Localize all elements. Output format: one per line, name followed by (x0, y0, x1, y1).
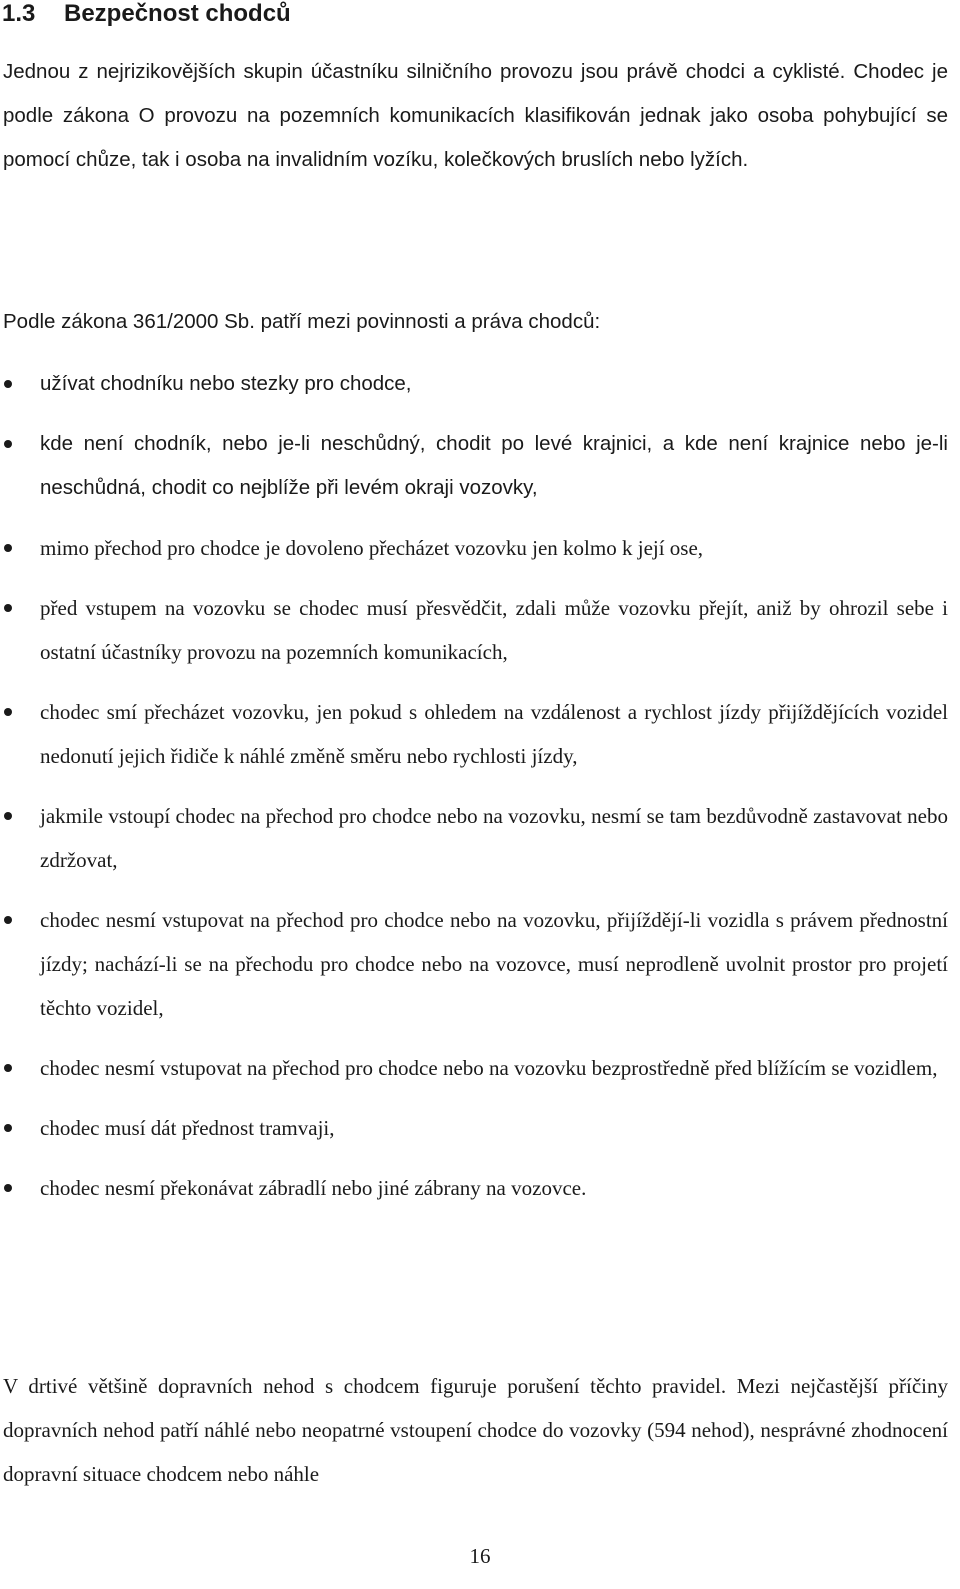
list-item (0, 1106, 948, 1150)
bullet-icon (4, 544, 12, 552)
list-item-text: před vstupem na vozovku se chodec musí přesvědčit, zdali může vozovku přejít, aniž by ohrozil sebe i ostatní účastníky provozu na pozemních komunikacích, (40, 596, 948, 664)
closing-paragraph: V drtivé většině dopravních nehod s chodcem figuruje porušení těchto pravidel. Mezi nejčastější příčiny dopravních nehod patří náhlé nebo neopatrné vstoupení chodce do vozovky (594 nehod), nesprávné zhodnocení dopravní situace chodcem nebo náhle (3, 1374, 948, 1486)
list-item (0, 690, 948, 778)
list-item-text: mimo přechod pro chodce je dovoleno přecházet vozovku jen kolmo k její ose, (40, 536, 704, 560)
bullet-icon (4, 916, 12, 924)
list-item-text: chodec nesmí překonávat zábradlí nebo jiné zábrany na vozovce. (40, 1176, 587, 1200)
bullet-icon (4, 604, 12, 612)
bullet-icon (4, 1124, 12, 1132)
list-item (0, 1166, 948, 1210)
list-item (0, 898, 948, 1030)
list-item-text: chodec nesmí vstupovat na přechod pro chodce nebo na vozovku bezprostředně před blížícím se vozidlem, (40, 1056, 938, 1080)
bullet-icon (4, 708, 12, 716)
page-number: 16 (469, 1544, 491, 1568)
list-item-text: kde není chodník, nebo je-li neschůdný, chodit po levé krajnici, a kde není krajnice nebo je-li neschůdná, chodit co nejblíže při levém okraji vozovky, (40, 432, 948, 499)
bullet-icon (4, 1184, 12, 1192)
list-item (0, 794, 948, 882)
bullet-icon (4, 380, 12, 388)
list-item (0, 362, 948, 406)
bullet-icon (4, 440, 12, 448)
duties-list (0, 362, 948, 1226)
bullet-icon (4, 812, 12, 820)
section-number: 1.3 (2, 0, 36, 27)
intro-paragraph: Jednou z nejrizikovějších skupin účastníku silničního provozu jsou právě chodci a cyklisté. Chodec je podle zákona O provozu na pozemních komunikacích klasifikován jednak jako osoba pohybující se pomocí chůze, tak i osoba na invalidním vozíku, kolečkových bruslích nebo lyžích. (3, 60, 948, 171)
section-title: Bezpečnost chodců (64, 0, 291, 27)
list-item (0, 1046, 948, 1090)
law-intro-paragraph: Podle zákona 361/2000 Sb. patří mezi povinnosti a práva chodců: (3, 310, 601, 333)
bullet-icon (4, 1064, 12, 1072)
list-item (0, 586, 948, 674)
list-item-text: chodec smí přecházet vozovku, jen pokud s ohledem na vzdálenost a rychlost jízdy přijíždějících vozidel nedonutí jejich řidiče k náhlé změně směru nebo rychlosti jízdy, (40, 700, 948, 768)
list-item (0, 422, 948, 510)
list-item (0, 526, 948, 570)
list-item-text: užívat chodníku nebo stezky pro chodce, (40, 372, 412, 395)
list-item-text: chodec nesmí vstupovat na přechod pro chodce nebo na vozovku, přijíždějí-li vozidla s právem přednostní jízdy; nachází-li se na přechodu pro chodce nebo na vozovce, musí neprodleně uvolnit prostor pro projetí těchto vozidel, (40, 908, 948, 1020)
list-item-text: jakmile vstoupí chodec na přechod pro chodce nebo na vozovku, nesmí se tam bezdůvodně zastavovat nebo zdržovat, (40, 804, 948, 872)
section-heading (2, 0, 291, 30)
list-item-text: chodec musí dát přednost tramvaji, (40, 1116, 335, 1140)
